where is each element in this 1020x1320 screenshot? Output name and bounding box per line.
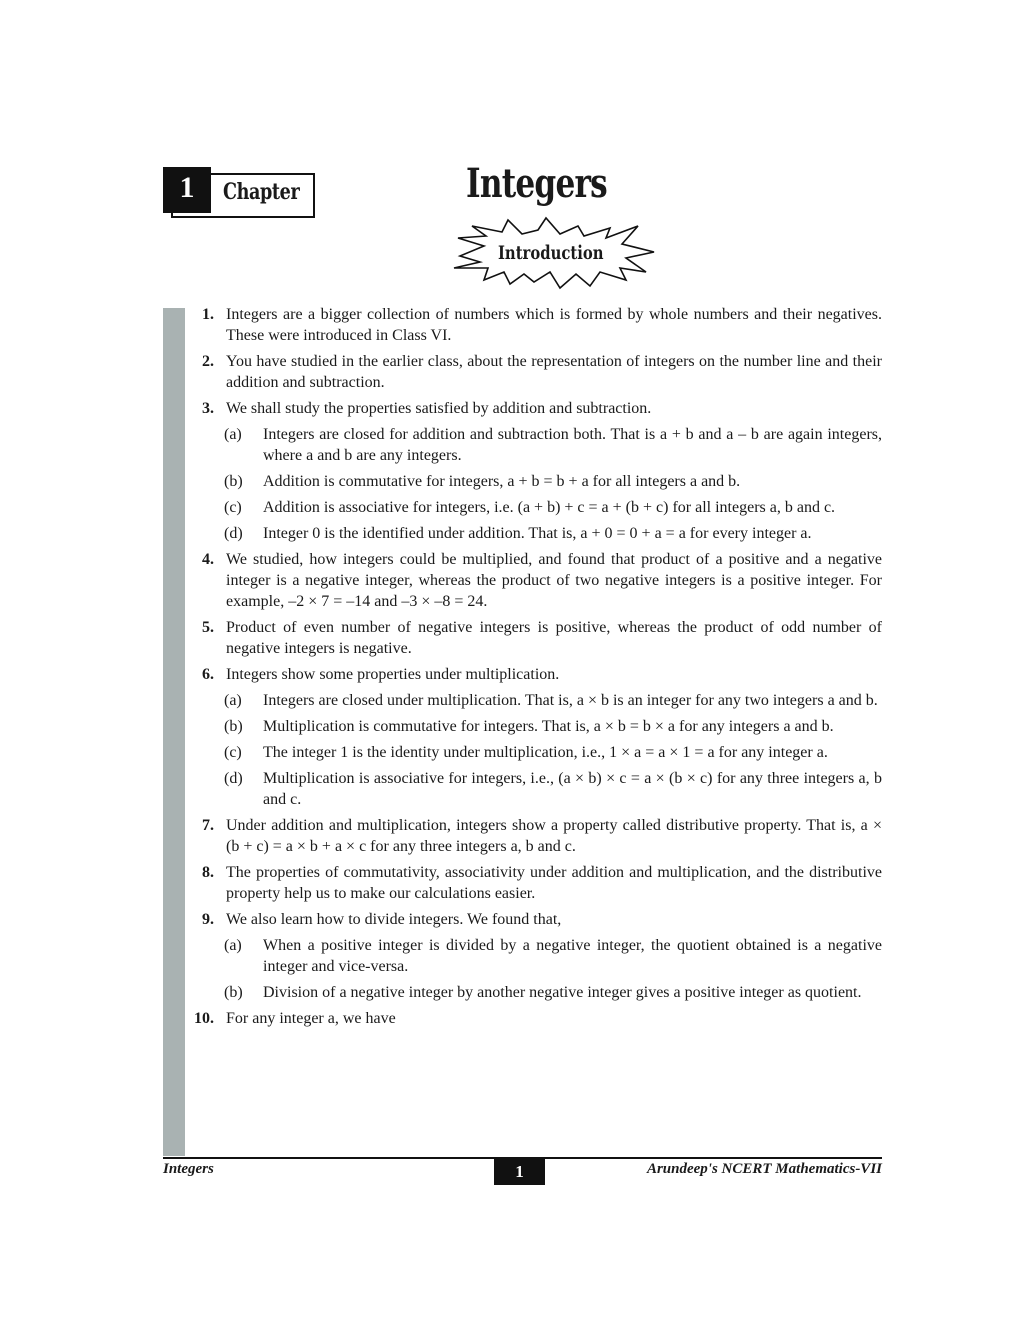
sub-item xyxy=(190,497,882,518)
sub-item-label: (a) xyxy=(224,692,242,709)
item-number: 9. xyxy=(202,911,214,928)
sub-item-text: When a positive integer is divided by a negative integer, the quotient obtained is a negative integer and vice-versa. xyxy=(263,937,882,975)
page-number: 1 xyxy=(494,1159,545,1185)
list-item xyxy=(190,398,882,419)
item-text: The properties of commutativity, associativity under addition and multiplication, and the distributive property help us to make our calculations easier. xyxy=(226,864,882,902)
item-number: 8. xyxy=(202,864,214,881)
sub-item-text: Multiplication is commutative for integers. That is, a × b = b × a for any integers a and b. xyxy=(263,718,834,735)
list-item xyxy=(190,815,882,857)
list-item xyxy=(190,549,882,612)
item-text: Integers are a bigger collection of numbers which is formed by whole numbers and their negatives. These were introduced in Class VI. xyxy=(226,306,882,344)
sub-item-text: Integers are closed for addition and subtraction both. That is a + b and a – b are again integers, where a and b are any integers. xyxy=(263,426,882,464)
list-item xyxy=(190,664,882,685)
sidebar-accent-bar xyxy=(163,308,185,1156)
sub-item-text: Multiplication is associative for integers, i.e., (a × b) × c = a × (b × c) for any three integers a, b and c. xyxy=(263,770,882,808)
item-text: We also learn how to divide integers. We found that, xyxy=(226,911,562,928)
sub-item-text: Integers are closed under multiplication. That is, a × b is an integer for any two integers a and b. xyxy=(263,692,878,709)
chapter-label: Chapter xyxy=(223,179,300,205)
item-text: We studied, how integers could be multiplied, and found that product of a positive and a negative integer is a negative integer, whereas the product of two negative integers is a positive integer. For example, –2 × 7 = –14 and –3 × –8 = 24. xyxy=(226,551,882,610)
item-text: Integers show some properties under multiplication. xyxy=(226,666,560,683)
item-text: Product of even number of negative integers is positive, whereas the product of odd number of negative integers is negative. xyxy=(226,619,882,657)
item-number: 4. xyxy=(202,551,214,568)
sub-item-label: (d) xyxy=(224,770,243,787)
footer-book-title: Arundeep's NCERT Mathematics-VII xyxy=(646,1161,882,1177)
intro-list xyxy=(190,304,882,1034)
sub-item-label: (a) xyxy=(224,937,242,954)
list-item xyxy=(190,862,882,904)
sub-item xyxy=(190,471,882,492)
list-item xyxy=(190,304,882,346)
footer-chapter-title: Integers xyxy=(163,1161,214,1177)
item-number: 5. xyxy=(202,619,214,636)
item-text: We shall study the properties satisfied by addition and subtraction. xyxy=(226,400,652,417)
sub-item xyxy=(190,523,882,544)
sub-item xyxy=(190,690,882,711)
item-number: 7. xyxy=(202,817,214,834)
item-number: 1. xyxy=(202,306,214,323)
sub-item-label: (c) xyxy=(224,499,242,516)
sub-item-label: (b) xyxy=(224,718,243,735)
list-item xyxy=(190,351,882,393)
sub-item-text: Integer 0 is the identified under addition. That is, a + 0 = 0 + a = a for every integer a. xyxy=(263,525,812,542)
sub-item-text: Addition is associative for integers, i.e. (a + b) + c = a + (b + c) for all integers a, b and c. xyxy=(263,499,836,516)
list-item xyxy=(190,617,882,659)
item-text: Under addition and multiplication, integers show a property called distributive property. That is, a × (b + c) = a × b + a × c for any three integers a, b and c. xyxy=(226,817,882,855)
sub-item-text: The integer 1 is the identity under multiplication, i.e., 1 × a = a × 1 = a for any integer a. xyxy=(263,744,828,761)
sub-item-label: (d) xyxy=(224,525,243,542)
sub-item xyxy=(190,424,882,466)
sub-item xyxy=(190,935,882,977)
list-item xyxy=(190,1008,882,1029)
sub-item-label: (c) xyxy=(224,744,242,761)
sub-item xyxy=(190,742,882,763)
item-number: 10. xyxy=(194,1010,214,1027)
section-heading: Introduction xyxy=(498,242,604,264)
sub-item xyxy=(190,716,882,737)
sub-item-text: Addition is commutative for integers, a + b = b + a for all integers a and b. xyxy=(263,473,741,490)
page-title: Integers xyxy=(466,160,607,207)
chapter-number: 1 xyxy=(163,167,211,213)
sub-item-label: (b) xyxy=(224,473,243,490)
sub-item xyxy=(190,768,882,810)
sub-item-text: Division of a negative integer by another negative integer gives a positive integer as quotient. xyxy=(263,984,862,1001)
sub-item-label: (b) xyxy=(224,984,243,1001)
list-item xyxy=(190,909,882,930)
item-text: You have studied in the earlier class, about the representation of integers on the number line and their addition and subtraction. xyxy=(226,353,882,391)
item-number: 2. xyxy=(202,353,214,370)
item-number: 3. xyxy=(202,400,214,417)
item-number: 6. xyxy=(202,666,214,683)
item-text: For any integer a, we have xyxy=(226,1010,396,1027)
sub-item-label: (a) xyxy=(224,426,242,443)
sub-item xyxy=(190,982,882,1003)
